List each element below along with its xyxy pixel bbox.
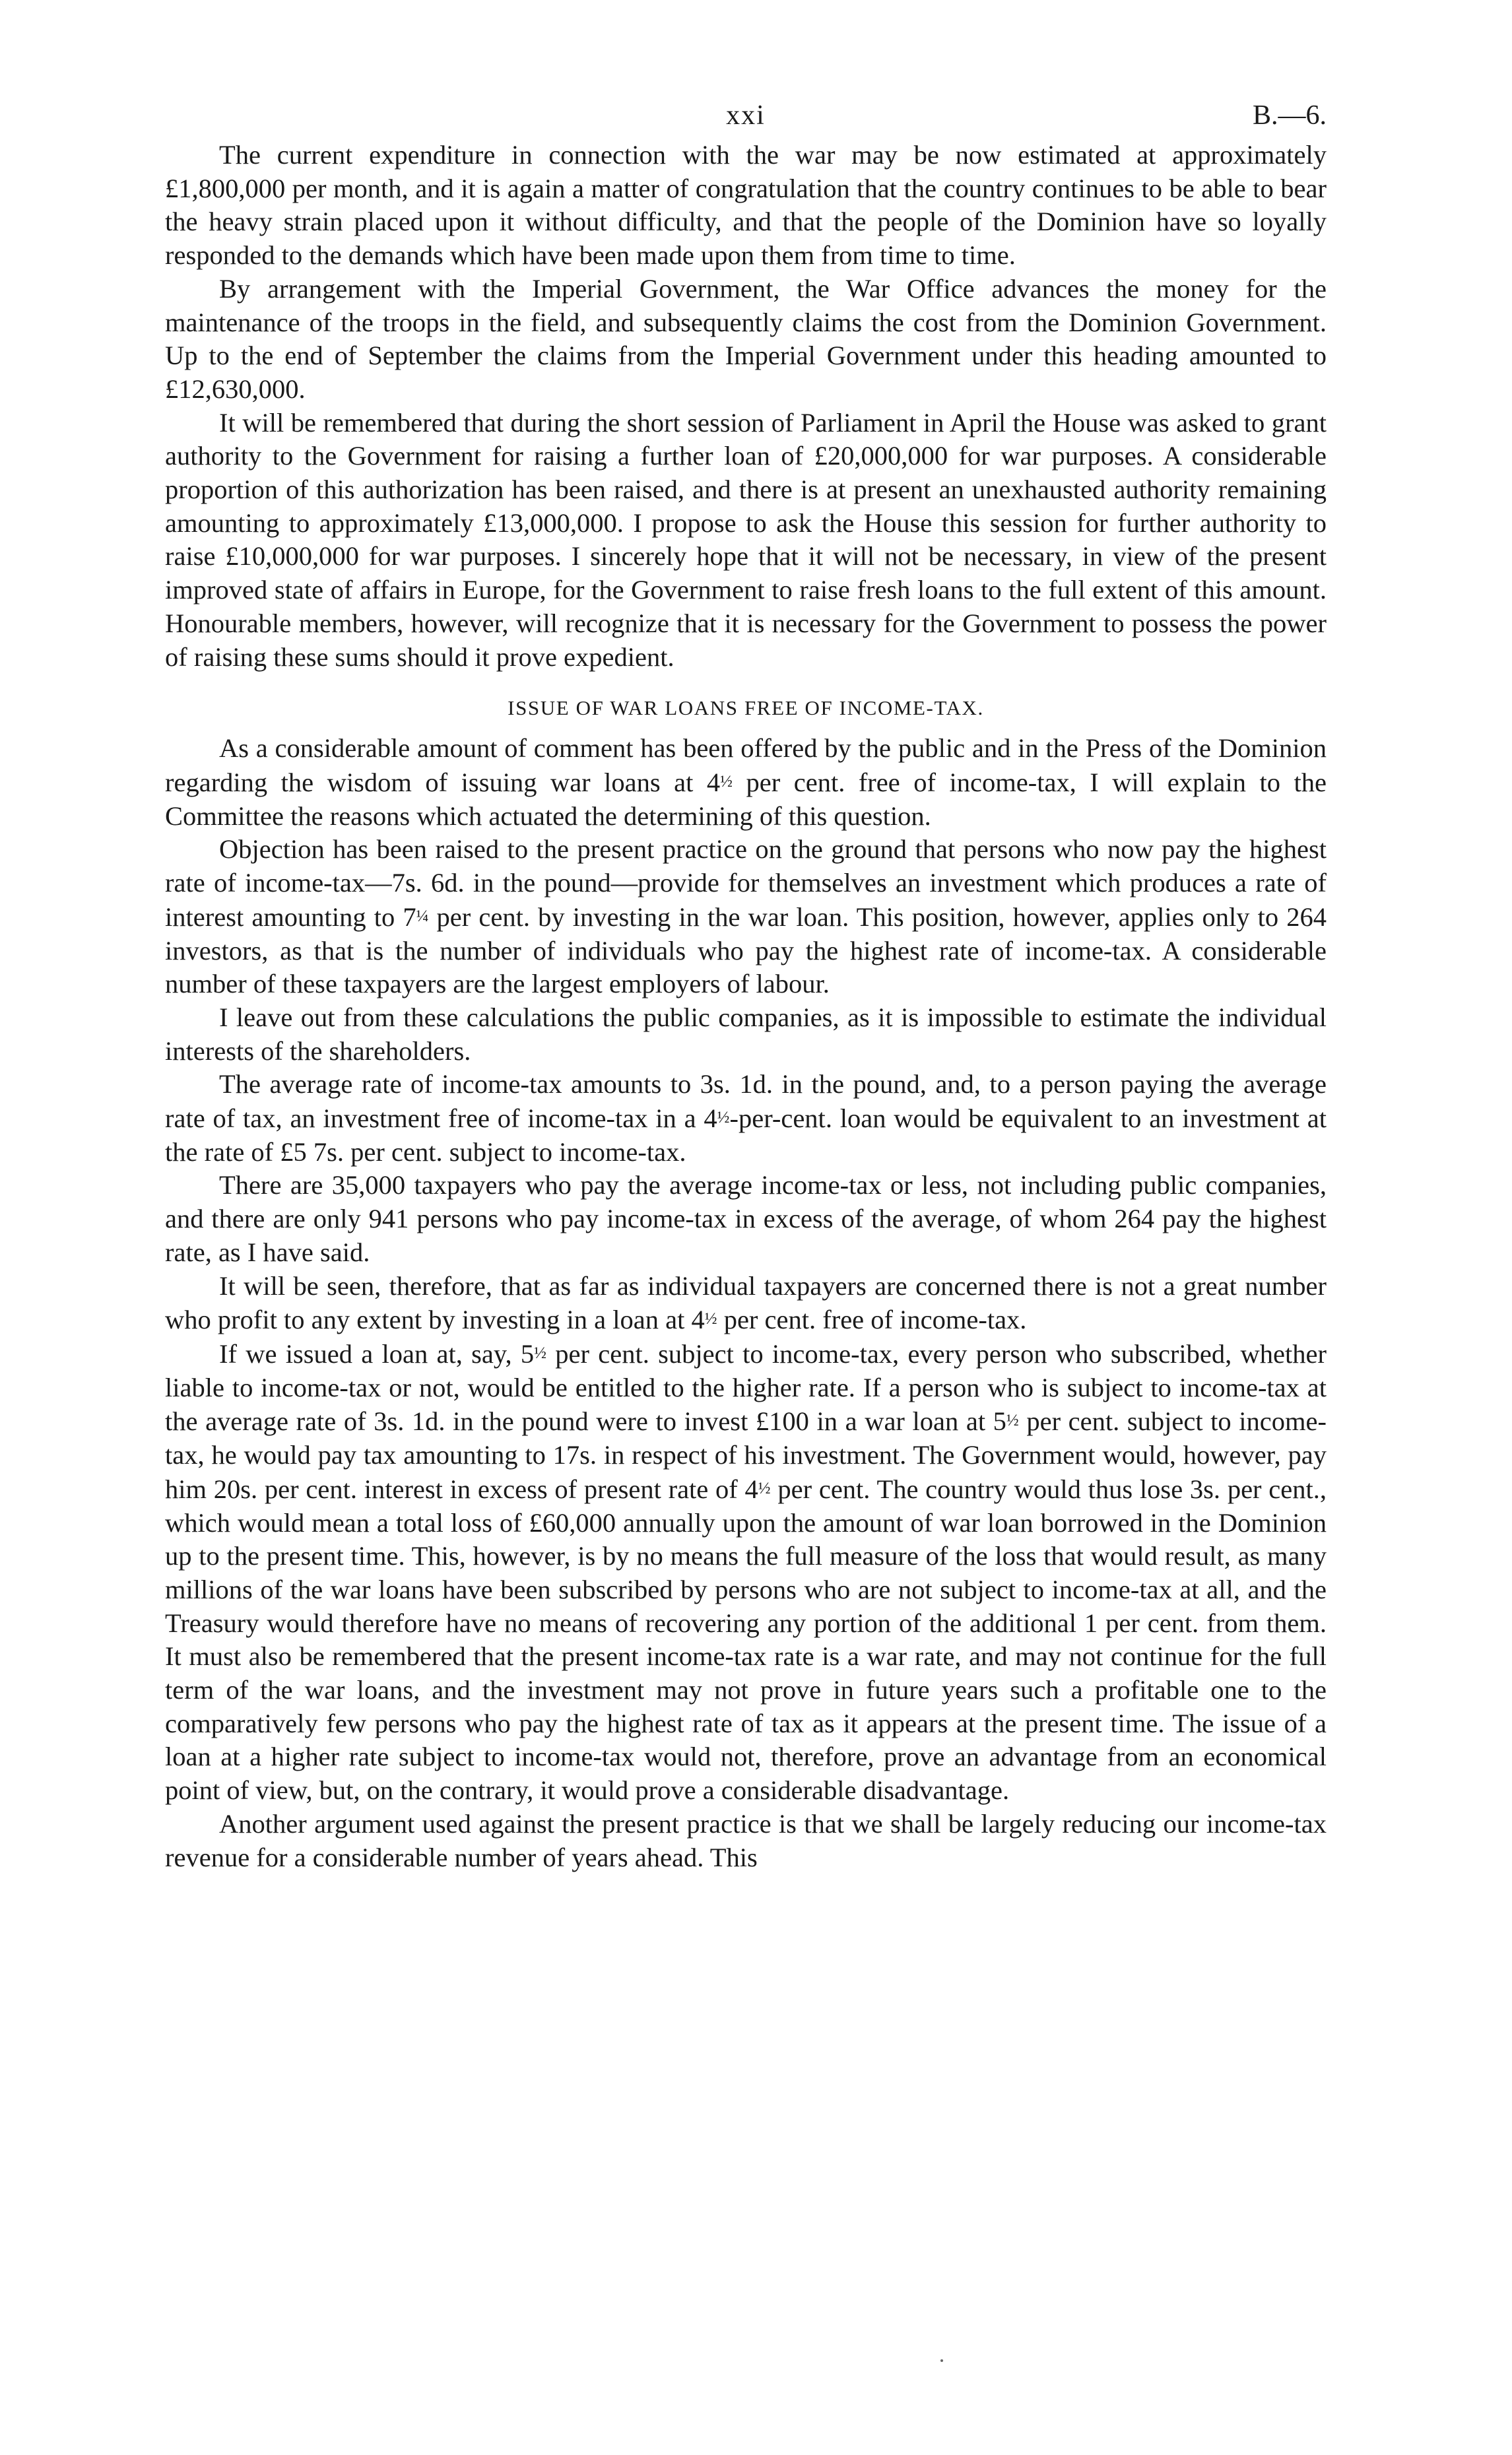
page-header xyxy=(165,99,1327,139)
paragraph-higher-rate-loan: If we issued a loan at, say, 5½ per cent. subject to income-tax, every person who subscribed, whether liable to income-tax or not, would be entitled to the higher rate. If a person who is subject to income-tax at the average rate of 3s. 1d. in the pound were to invest £100 in a war loan at 5½ per cent. subject to income-tax, he would pay tax amounting to 17s. in respect of his investment. The Government would, however, pay him 20s. per cent. interest in excess of present rate of 4½ per cent. The country would thus lose 3s. per cent., which would mean a total loss of £60,000 annually upon the amount of war loan borrowed in the Dominion up to the present time. This, however, is by no means the full measure of the loss that would result, as many millions of the war loans have been subscribed by persons who are not subject to income-tax at all, and the Treasury would therefore have no means of recovering any portion of the additional 1 per cent. from them. It must also be remembered that the present income-tax rate is a war rate, and may not continue for the full term of the war loans, and the investment may not prove in future years such a profitable one to the comparatively few persons who pay the highest rate of tax as it appears at the present time. The issue of a loan at a higher rate subject to income-tax would not, therefore, prove an advantage from an economical point of view, but, on the contrary, it would prove a considerable disadvantage. xyxy=(165,1338,1327,1806)
paragraph-average-rate: The average rate of income-tax amounts to 3s. 1d. in the pound, and, to a person paying the average rate of tax, an investment free of income-tax in a 4½-per-cent. loan would be equivalent to an investment at the rate of £5 7s. per cent. subject to income-tax. xyxy=(165,1069,1327,1167)
section-heading: ISSUE OF WAR LOANS FREE OF INCOME-TAX. xyxy=(508,696,984,720)
print-speck xyxy=(940,2359,943,2362)
paragraph-war-expenditure: The current expenditure in connection with the war may be now estimated at approximately £1,800,000 per month, and it is again a matter of congratulation that the country continues to be able to bear the heavy strain placed upon it without difficulty, and that the people of the Dominion have so loyally responded to the demands which have been made upon them from time to time. xyxy=(165,140,1327,271)
fraction-quarter: ¼ xyxy=(416,907,429,925)
page-number: xxi xyxy=(726,100,766,131)
paragraph-taxpayer-counts: There are 35,000 taxpayers who pay the average income-tax or less, not including public companies, and there are only 941 persons who pay income-tax in excess of the average, of whom 264 pay the highest rate, as I have said. xyxy=(165,1170,1327,1267)
paragraph-loan-authority: It will be remembered that during the short session of Parliament in April the House was asked to grant authority to the Government for raising a further loan of £20,000,000 for war purposes. A considerable proportion of this authorization has been raised, and there is at present an unexhausted authority remaining amounting to approximately £13,000,000. I propose to ask the House this session for further authority to raise £10,000,000 for war purposes. I sincerely hope that it will not be necessary, in view of the present improved state of affairs in Europe, for the Government to raise fresh loans to the full extent of this amount. Honourable members, however, will recognize that it is necessary for the Government to possess the power of raising these sums should it prove expedient. xyxy=(165,407,1327,672)
fraction-half: ½ xyxy=(534,1344,546,1362)
paragraph-another-argument: Another argument used against the present practice is that we shall be largely reducing our income-tax revenue for a considerable number of years ahead. This xyxy=(165,1808,1327,1872)
paragraph-public-companies: I leave out from these calculations the public companies, as it is impossible to estimate the individual interests of the shareholders. xyxy=(165,1002,1327,1066)
document-page xyxy=(165,99,1327,1874)
paragraph-imperial-government: By arrangement with the Imperial Government, the War Office advances the money for the maintenance of the troops in the field, and subsequently claims the cost from the Dominion Government. Up to the end of September the claims from the Imperial Government under this heading amounted to £12,630,000. xyxy=(165,273,1327,404)
fraction-half: ½ xyxy=(720,772,733,791)
body-text xyxy=(165,139,1327,1874)
fraction-half: ½ xyxy=(717,1109,730,1127)
paragraph-few-profit: It will be seen, therefore, that as far as individual taxpayers are concerned there is not a great number who profit to any extent by investing in a loan at 4½ per cent. free of income-tax. xyxy=(165,1270,1327,1335)
fraction-half: ½ xyxy=(1006,1412,1019,1430)
fraction-half: ½ xyxy=(758,1479,771,1497)
paragraph-objection: Objection has been raised to the present practice on the ground that persons who now pay the highest rate of income-tax—7s. 6d. in the pound—provide for themselves an investment which produces a rate of interest amounting to 7¼ per cent. by investing in the war loan. This position, however, applies only to 264 investors, as that is the number of individuals who pay the highest rate of income-tax. A considerable number of these taxpayers are the largest employers of labour. xyxy=(165,834,1327,999)
fraction-half: ½ xyxy=(704,1310,717,1328)
paragraph-comment-offered: As a considerable amount of comment has been offered by the public and in the Press of the Dominion regarding the wisdom of issuing war loans at 4½ per cent. free of income-tax, I will explain to the Committee the reasons which actuated the determining of this question. xyxy=(165,733,1327,831)
document-reference: B.—6. xyxy=(1252,100,1327,131)
